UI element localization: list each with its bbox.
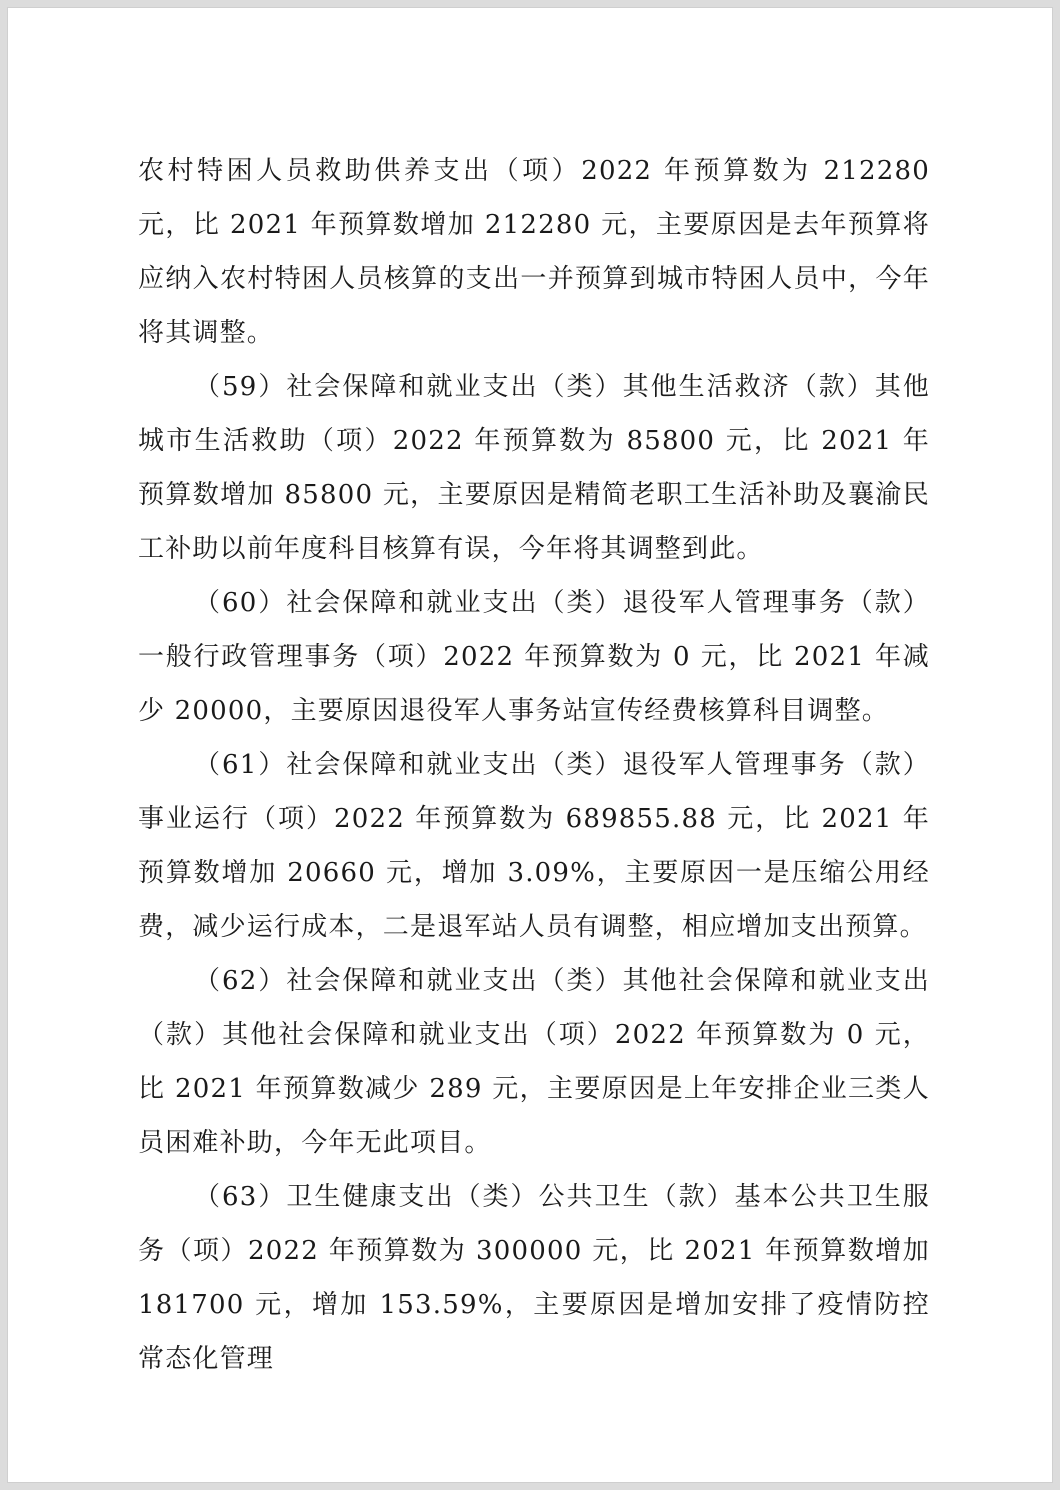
paragraph-rural-support: 农村特困人员救助供养支出（项）2022 年预算数为 212280 元，比 2021 年预算数增加 212280 元，主要原因是去年预算将应纳入农村特困人员核算的支出一并预算到城市特困人员中，今年将其调整。 bbox=[138, 156, 930, 348]
document-page bbox=[8, 8, 1052, 1482]
document-body bbox=[138, 144, 930, 1386]
paragraph-item-59: （59）社会保障和就业支出（类）其他生活救济（款）其他城市生活救助（项）2022 年预算数为 85800 元，比 2021 年预算数增加 85800 元，主要原因是精简老职工生活补助及襄渝民工补助以前年度科目核算有误，今年将其调整到此。 bbox=[138, 372, 930, 564]
paragraph-item-60: （60）社会保障和就业支出（类）退役军人管理事务（款）一般行政管理事务（项）2022 年预算数为 0 元，比 2021 年减少 20000，主要原因退役军人事务站宣传经费核算科目调整。 bbox=[138, 588, 930, 726]
paragraph-item-62: （62）社会保障和就业支出（类）其他社会保障和就业支出（款）其他社会保障和就业支出（项）2022 年预算数为 0 元，比 2021 年预算数减少 289 元，主要原因是上年安排企业三类人员困难补助，今年无此项目。 bbox=[138, 966, 930, 1158]
paragraph-item-61: （61）社会保障和就业支出（类）退役军人管理事务（款）事业运行（项）2022 年预算数为 689855.88 元，比 2021 年预算数增加 20660 元，增加 3.09%，主要原因一是压缩公用经费，减少运行成本，二是退军站人员有调整，相应增加支出预算。 bbox=[138, 750, 930, 942]
paragraph-item-63: （63）卫生健康支出（类）公共卫生（款）基本公共卫生服务（项）2022 年预算数为 300000 元，比 2021 年预算数增加 181700 元，增加 153.59%，主要原因是增加安排了疫情防控常态化管理 bbox=[138, 1182, 930, 1374]
